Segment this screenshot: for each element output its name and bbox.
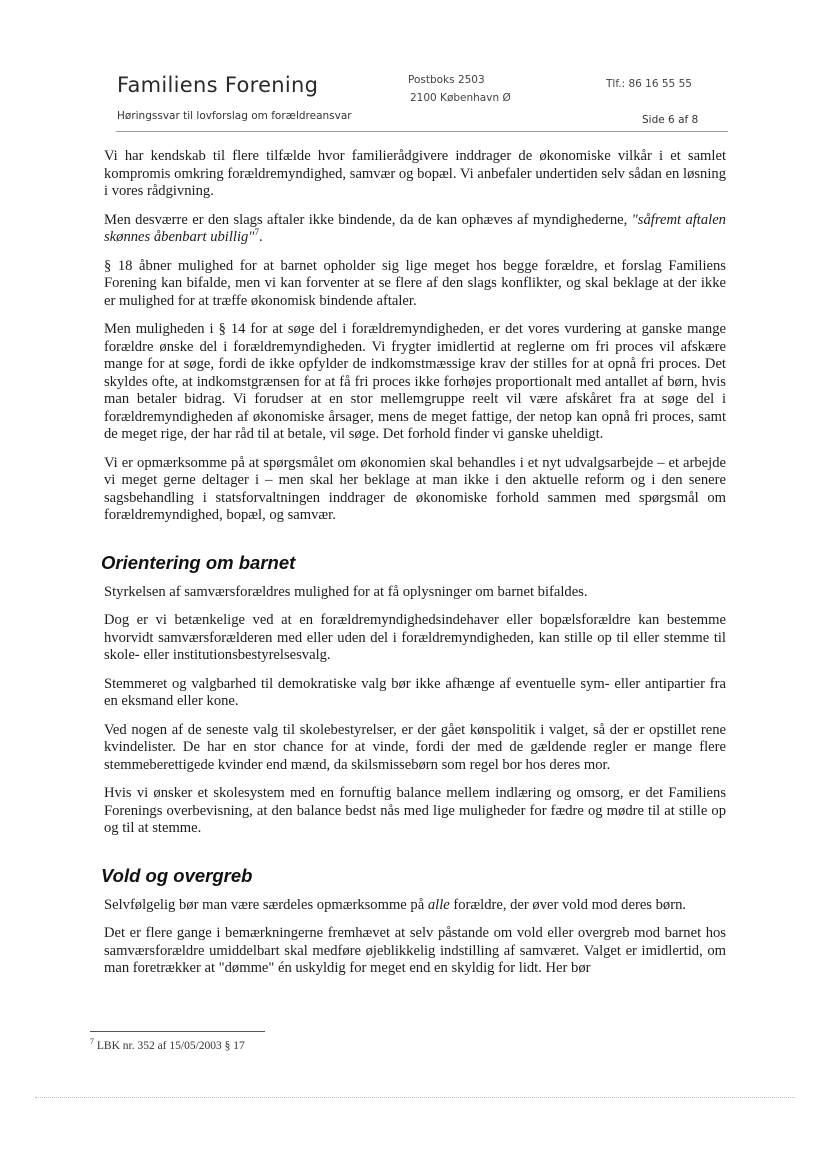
header-divider — [116, 131, 728, 132]
section-heading-orientering: Orientering om barnet — [101, 551, 296, 573]
paragraph: Styrkelsen af samværsforældres mulighed for at få oplysninger om barnet bifaldes. — [104, 583, 588, 600]
organization-name: Familiens Forening — [117, 73, 319, 97]
paragraph: Men muligheden i § 14 for at søge del i forældremyndigheden, er det vores vurdering at ganske mange forældre ønske del i forældremyndigheden. Vi frygter imidlertid at reglerne om fri proces vil afskære mange for at søge, fordi de ikke opfylder de indkomstmæssige krav der stilles for at opnå fri proces. Det skyldes ofte, at indkomstgrænsen for at få fri proces ikke forhøjes proportionalt med antallet af børn, hvis man betaler bidrag. Vi forudser at en stor mellemgruppe reelt vil være afskåret fra at søge del i forældremyndigheden af økonomiske årsager, mens de meget fattige, der netop kan opnå fri proces, samt de meget rige, der har råd til at betale, vil søge. Det forhold finder vi ganske uheldigt. — [104, 321, 726, 442]
paragraph-text: Men desværre er den slags aftaler ikke bindende, da de kan ophæves af myndighederne, — [104, 211, 632, 228]
postbox-address: Postboks 2503 — [408, 74, 485, 86]
paragraph: Stemmeret og valgbarhed til demokratiske valg bør ikke afhænge af eventuelle sym- eller antipartier fra en eksmand eller kone. — [104, 675, 726, 709]
footnote-number: 7 — [90, 1037, 94, 1047]
paragraph: Hvis vi ønsker et skolesystem med en fornuftig balance mellem indlæring og omsorg, er det Familiens Forenings overbevisning, at den balance bedst nås med lige muligheder for fædre og mødre til at stille op og til at stemme. — [104, 785, 726, 836]
paragraph: Det er flere gange i bemærkningerne fremhævet at selv påstande om vold eller overgreb mod barnet hos samværsforældre umiddelbart skal medføre øjeblikkelig indstilling af samværet. Valget er imidlertid, om man foretrækker at "dømme" én uskyldig for meget end en skyldig for lidt. Her bør — [104, 925, 726, 976]
paragraph: Dog er vi betænkelige ved at en forældremyndighedsindehaver eller bopælsforældre kan bestemme hvorvidt samværsforælderen med eller uden del i forældremyndigheden, kan stille op til eller stemme til skole- eller institutionsbestyrelsesvalg. — [104, 612, 726, 663]
page-number: Side 6 af 8 — [642, 114, 699, 126]
paragraph — [104, 897, 726, 915]
document-body — [101, 148, 726, 989]
footnote-divider — [90, 1031, 265, 1032]
phone-number: Tlf.: 86 16 55 55 — [606, 78, 692, 90]
paragraph-text: Selvfølgelig bør man være særdeles opmærksomme på — [104, 896, 428, 913]
city-address: 2100 København Ø — [410, 92, 511, 104]
legal-quote: "såfremt aftalen skønnes åbenbart ubillig" — [104, 211, 726, 245]
paragraph: Vi har kendskab til flere tilfælde hvor familierådgivere inddrager de økonomiske vilkår i et samlet kompromis omkring forældremyndighed, samvær og bopæl. Vi anbefaler undertiden selv sådan en løsning i vores rådgivning. — [104, 148, 726, 199]
paragraph-text: forældre, der øver vold mod deres børn. — [449, 896, 687, 913]
scan-edge-line — [35, 1097, 795, 1098]
paragraph — [104, 212, 726, 247]
footnote-text: LBK nr. 352 af 15/05/2003 § 17 — [96, 1040, 245, 1052]
paragraph: § 18 åbner mulighed for at barnet opholder sig lige meget hos begge forældre, et forslag Familiens Forening kan bifalde, men vi kan forventer at se flere af den slags konflikter, og skal beklage at der ikke er mulighed for at træffe økonomisk bindende aftaler. — [104, 257, 726, 309]
section-heading-vold: Vold og overgreb — [101, 864, 253, 886]
footnote-reference: 7 — [254, 227, 259, 238]
document-title: Høringssvar til lovforslag om forældreansvar — [117, 110, 352, 122]
paragraph-text: . — [258, 229, 263, 245]
paragraph: Ved nogen af de seneste valg til skolebestyrelser, er der gået kønspolitik i valget, så der er opstillet rene kvindelister. De har en stor chance for at vinde, fordi der med de gældende regler er mange flere stemmeberettigede kvinder end mænd, da skilsmissebørn som regel bor hos deres mor. — [104, 721, 726, 773]
footnote — [90, 1037, 245, 1052]
emphasis: alle — [427, 896, 450, 913]
paragraph: Vi er opmærksomme på at spørgsmålet om økonomien skal behandles i et nyt udvalgsarbejde – et arbejde vi meget gerne deltager i – men skal her beklage at man ikke i den aktuelle reform og i den senere sagsbehandling i statsforvaltningen inddrager de økonomiske forhold sammen med spørgsmål om forældremyndighed, bopæl, og samvær. — [104, 454, 726, 523]
